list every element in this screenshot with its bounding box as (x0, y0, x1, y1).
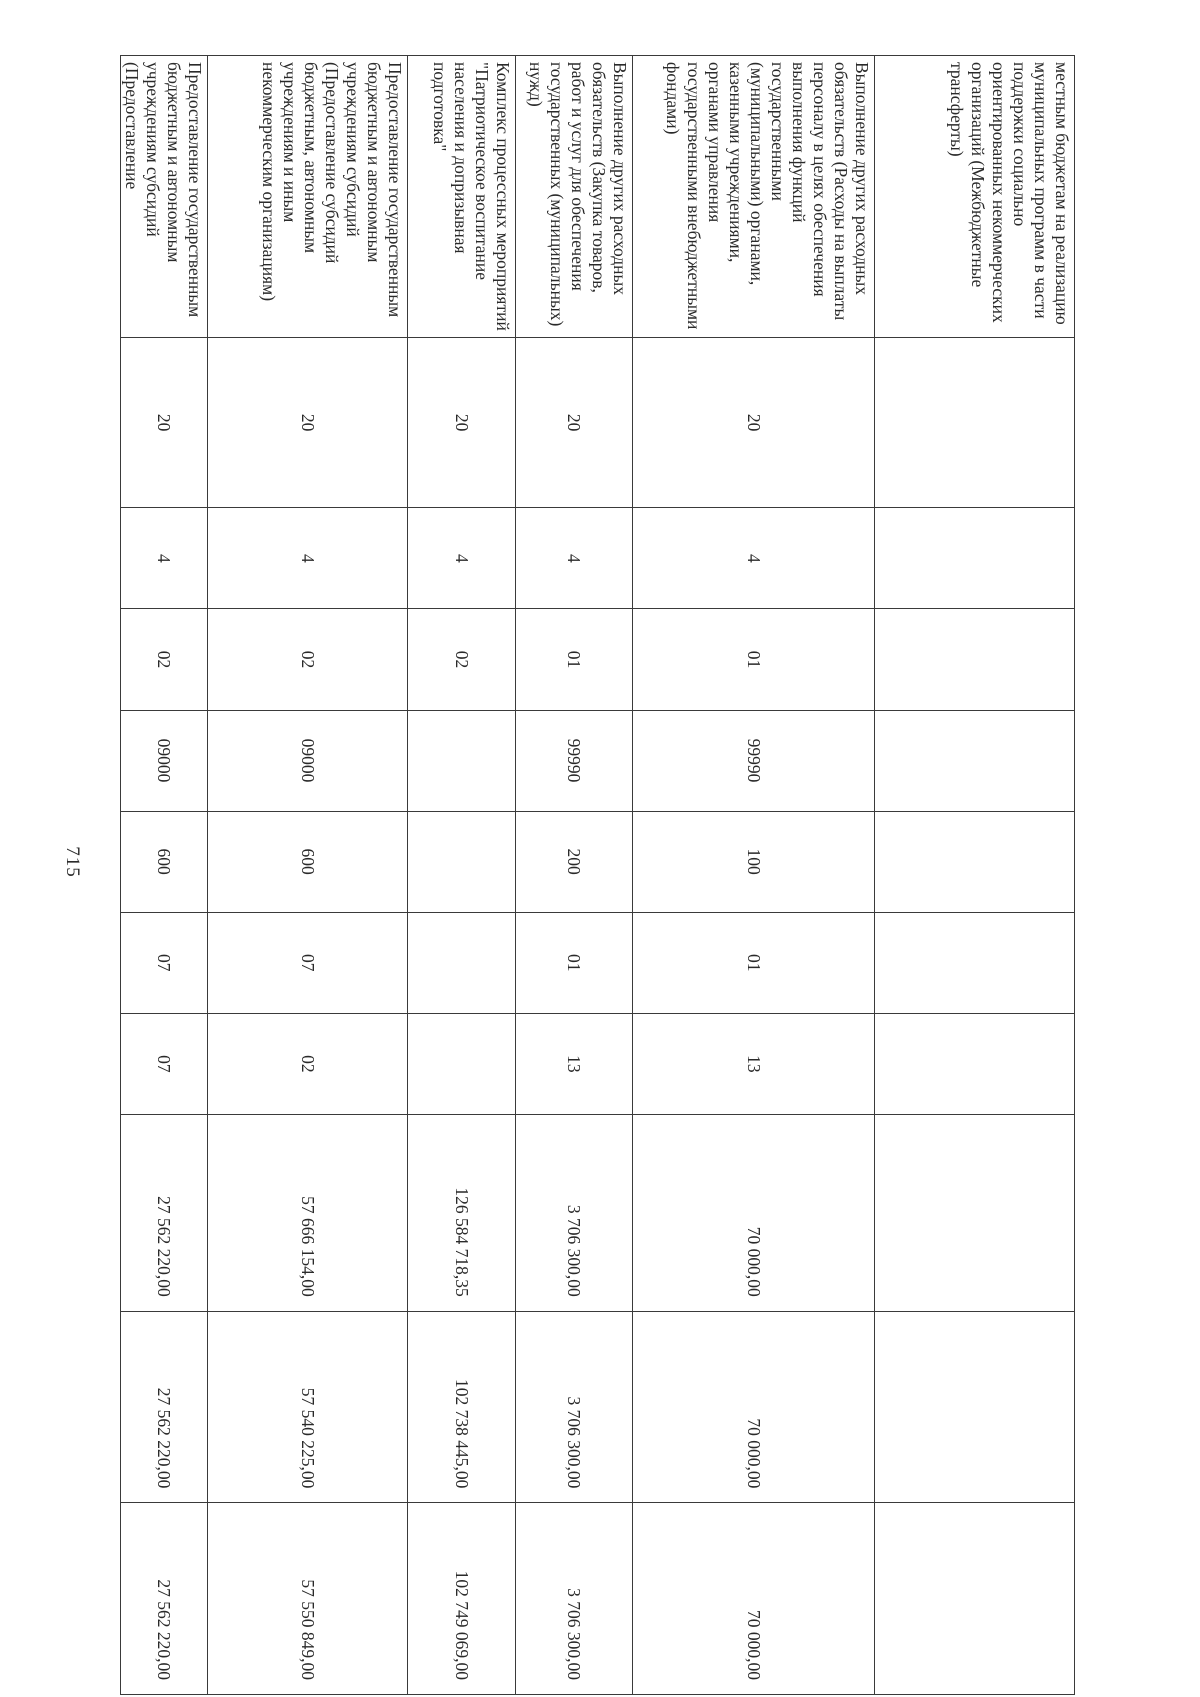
code-cell-1 (875, 338, 1075, 508)
amount-cell-1 (875, 1114, 1075, 1311)
code-cell-1: 20 (121, 338, 208, 508)
table-row (516, 56, 633, 1695)
code-cell-7 (408, 1013, 516, 1114)
code-cell-2: 4 (208, 508, 408, 609)
code-cell-6: 01 (516, 912, 633, 1013)
code-cell-5: 100 (633, 811, 875, 912)
amount-cell-2: 3 706 300,00 (516, 1311, 633, 1503)
code-cell-3: 02 (408, 609, 516, 710)
code-cell-3 (875, 609, 1075, 710)
amount-cell-1: 70 000,00 (633, 1114, 875, 1311)
code-cell-6: 07 (208, 912, 408, 1013)
amount-cell-3 (875, 1503, 1075, 1695)
table-row (408, 56, 516, 1695)
amount-cell-2: 70 000,00 (633, 1311, 875, 1503)
row-description: местным бюджетам на реализацию муниципальных программ в части поддержки социально ориентированных некоммерческих организаций (Межбюджетные трансферты) (875, 56, 1075, 338)
code-cell-5 (408, 811, 516, 912)
code-cell-5: 600 (121, 811, 208, 912)
code-cell-2: 4 (516, 508, 633, 609)
code-cell-2: 4 (633, 508, 875, 609)
table-row (208, 56, 408, 1695)
row-description: Комплекс процессных мероприятий "Патриотическое воспитание населения и допризывная подготовка" (408, 56, 516, 338)
amount-cell-3: 27 562 220,00 (121, 1503, 208, 1695)
amount-cell-3: 102 749 069,00 (408, 1503, 516, 1695)
code-cell-4: 99990 (516, 710, 633, 811)
amount-cell-1: 57 666 154,00 (208, 1114, 408, 1311)
amount-cell-2: 102 738 445,00 (408, 1311, 516, 1503)
table-row (633, 56, 875, 1695)
code-cell-6 (408, 912, 516, 1013)
code-cell-6 (875, 912, 1075, 1013)
page-number: 715 (62, 846, 83, 878)
amount-cell-2: 57 540 225,00 (208, 1311, 408, 1503)
code-cell-3: 02 (208, 609, 408, 710)
amount-cell-2 (875, 1311, 1075, 1503)
code-cell-2 (875, 508, 1075, 609)
code-cell-1: 20 (408, 338, 516, 508)
code-cell-3: 02 (121, 609, 208, 710)
amount-cell-1: 27 562 220,00 (121, 1114, 208, 1311)
code-cell-5: 600 (208, 811, 408, 912)
code-cell-1: 20 (516, 338, 633, 508)
code-cell-5 (875, 811, 1075, 912)
row-description: Предоставление государственным бюджетным и автономным учреждениям субсидий (Предоставление субсидий бюджетным, автономным учреждениям и иным некоммерческим организациям) (208, 56, 408, 338)
code-cell-2: 4 (121, 508, 208, 609)
code-cell-4: 09000 (208, 710, 408, 811)
code-cell-7: 07 (121, 1013, 208, 1114)
code-cell-6: 01 (633, 912, 875, 1013)
code-cell-6: 07 (121, 912, 208, 1013)
row-description: Предоставление государственным бюджетным и автономным учреждениям субсидий (Предоставление (121, 56, 208, 338)
table-row (875, 56, 1075, 1695)
table-row (121, 56, 208, 1695)
amount-cell-1: 3 706 300,00 (516, 1114, 633, 1311)
amount-cell-3: 70 000,00 (633, 1503, 875, 1695)
code-cell-4: 09000 (121, 710, 208, 811)
amount-cell-1: 126 584 718,35 (408, 1114, 516, 1311)
code-cell-3: 01 (516, 609, 633, 710)
code-cell-4 (408, 710, 516, 811)
code-cell-7: 13 (633, 1013, 875, 1114)
code-cell-4: 99990 (633, 710, 875, 811)
row-description: Выполнение других расходных обязательств (Закупка товаров, работ и услуг для обеспечения государственных (муниципальных) нужд) (516, 56, 633, 338)
code-cell-7 (875, 1013, 1075, 1114)
code-cell-3: 01 (633, 609, 875, 710)
code-cell-4 (875, 710, 1075, 811)
code-cell-5: 200 (516, 811, 633, 912)
code-cell-1: 20 (633, 338, 875, 508)
code-cell-7: 02 (208, 1013, 408, 1114)
code-cell-7: 13 (516, 1013, 633, 1114)
amount-cell-3: 3 706 300,00 (516, 1503, 633, 1695)
code-cell-1: 20 (208, 338, 408, 508)
budget-table (120, 55, 1075, 1695)
amount-cell-3: 57 550 849,00 (208, 1503, 408, 1695)
row-description: Выполнение других расходных обязательств (Расходы на выплаты персоналу в целях обеспечения выполнения функций государственными (муниципальными) органами, казенными учреждениями, органами управления государственными внебюджетными фондами) (633, 56, 875, 338)
code-cell-2: 4 (408, 508, 516, 609)
rotated-page-content (120, 55, 1075, 1695)
amount-cell-2: 27 562 220,00 (121, 1311, 208, 1503)
